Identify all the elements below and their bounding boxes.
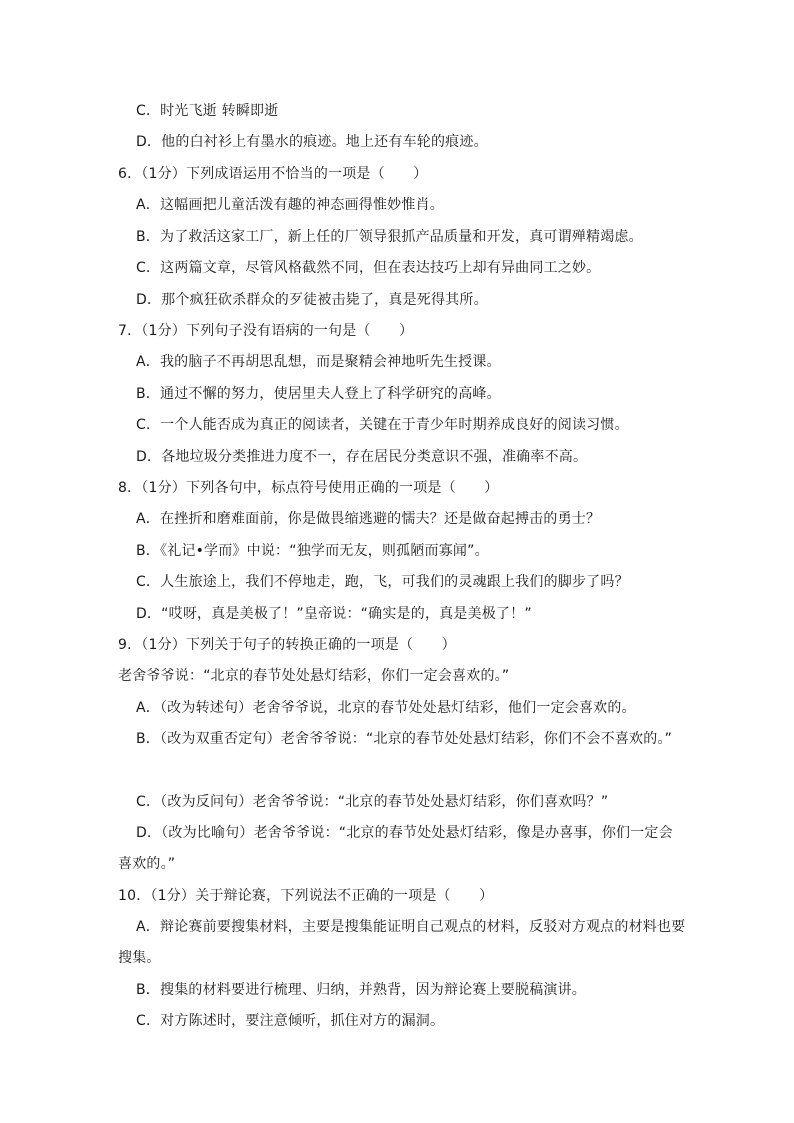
option-a-q7: A．我的脑子不再胡思乱想，而是聚精会神地听先生授课。 [136, 354, 501, 370]
option-a-q9: A．（改为转述句）老舍爷爷说，北京的春节处处悬灯结彩，他们一定会喜欢的。 [136, 700, 636, 716]
option-c-q10: C．对方陈述时，要注意倾听，抓住对方的漏洞。 [136, 1013, 445, 1029]
question-9: 9．（1分）下列关于句子的转换正确的一项是（ ） [118, 637, 456, 653]
option-d-q5: D．他的白衬衫上有墨水的痕迹。地上还有车轮的痕迹。 [136, 134, 488, 150]
option-d-q6: D．那个疯狂砍杀群众的歹徒被击毙了，真是死得其所。 [136, 292, 488, 308]
option-c-q6: C．这两篇文章，尽管风格截然不同，但在表达技巧上却有异曲同工之妙。 [136, 260, 601, 276]
option-a-q10: A．辩论赛前要搜集材料，主要是搜集能证明自己观点的材料，反驳对方观点的材料也要 [136, 919, 686, 935]
question-9-stem: 老舍爷爷说：“北京的春节处处悬灯结彩，你们一定会喜欢的。” [118, 668, 510, 684]
option-d-q9: D．（改为比喻句）老舍爷爷说：“北京的春节处处悬灯结彩，像是办喜事，你们一定会 [136, 825, 673, 841]
option-b-q8: B．《礼记•学而》中说：“独学而无友，则孤陋而寡闻”。 [136, 543, 489, 559]
question-7: 7．（1分）下列句子没有语病的一句是（ ） [118, 323, 414, 339]
option-a-q10-cont: 搜集。 [118, 950, 161, 966]
option-a-q8: A．在挫折和磨难面前，你是做畏缩逃避的懦夫？还是做奋起搏击的勇士？ [136, 511, 601, 527]
option-b-q9: B．（改为双重否定句）老舍爷爷说：“北京的春节处处悬灯结彩，你们不会不喜欢的。” [136, 731, 673, 747]
option-c-q7: C．一个人能否成为真正的阅读者，关键在于青少年时期养成良好的阅读习惯。 [136, 417, 629, 433]
question-6: 6．（1分）下列成语运用不恰当的一项是（ ） [118, 166, 428, 182]
option-c-q9: C．（改为反问句）老舍爷爷说：“北京的春节处处悬灯结彩，你们喜欢吗？” [136, 794, 609, 810]
option-b-q7: B．通过不懈的努力，使居里夫人登上了科学研究的高峰。 [136, 386, 501, 402]
question-8: 8．（1分）下列各句中，标点符号使用正确的一项是（ ） [118, 480, 499, 496]
option-d-q9-cont: 喜欢的。” [118, 856, 176, 872]
option-b-q10: B．搜集的材料要进行梳理、归纳，并熟背，因为辩论赛上要脱稿演讲。 [136, 982, 587, 998]
option-c-q8: C．人生旅途上，我们不停地走，跑，飞，可我们的灵魂跟上我们的脚步了吗？ [136, 574, 629, 590]
option-b-q6: B．为了救活这家工厂，新上任的厂领导狠抓产品质量和开发，真可谓殚精竭虑。 [136, 229, 643, 245]
option-a-q6: A．这幅画把儿童活泼有趣的神态画得惟妙惟肖。 [136, 197, 444, 213]
question-10: 10．（1分）关于辩论赛，下列说法不正确的一项是（ ） [118, 888, 494, 904]
option-d-q7: D．各地垃圾分类推进力度不一，存在居民分类意识不强，准确率不高。 [136, 449, 588, 465]
option-d-q8: D．“哎呀，真是美极了！”皇帝说：“确实是的，真是美极了！” [136, 606, 532, 622]
option-c-q5: C．时光飞逝 转瞬即逝 [136, 103, 279, 119]
